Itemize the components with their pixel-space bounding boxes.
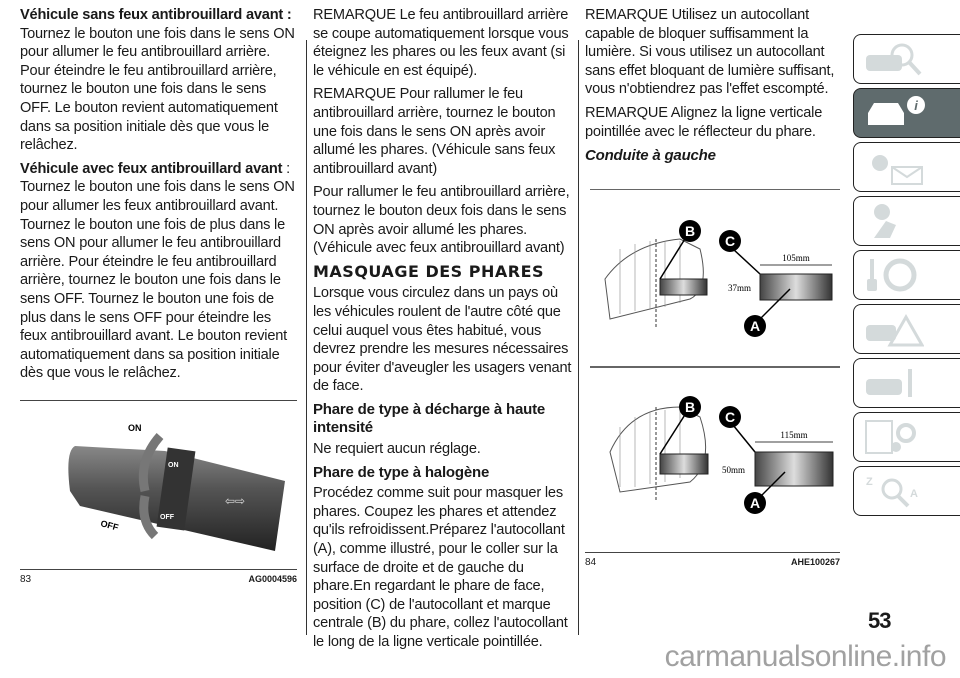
- off-label: OFF: [99, 518, 120, 533]
- tab-car-info[interactable]: [853, 88, 960, 138]
- figure-number: 84: [585, 557, 597, 568]
- tab-index[interactable]: [853, 466, 960, 516]
- car-info-icon: [864, 95, 934, 131]
- figure-bottom: [610, 396, 833, 514]
- list-gear-icon: [864, 419, 924, 455]
- car-search-icon: [864, 41, 924, 77]
- column-3: [585, 6, 843, 166]
- page-number: 53: [868, 608, 891, 633]
- column-1: [20, 6, 300, 388]
- paragraph: : Tournez le bouton une fois dans le sens ON pour allumer les feux antibrouillard avant. Tournez le bouton une fois de plus dans le sens ON pour allumer le feu antibrouillard arrière. Pour éteindre le feu antibrouillard arrière, tournez le bouton une fois dans le sens OFF. Tournez le bouton une fois de plus dans le sens OFF pour éteindre les feux antibrouillard avant. Le bouton revient automatiquement dans sa position initiale dès que vous le relâchez.: [20, 160, 295, 382]
- dimension-width: 115mm: [780, 430, 808, 440]
- tab-technical-data[interactable]: [853, 412, 960, 462]
- dimension-height: 37mm: [728, 283, 752, 293]
- headlamp-masking-figure: [590, 189, 840, 549]
- figure-top: [605, 220, 832, 337]
- heading: Conduite à gauche: [585, 147, 716, 165]
- paragraph: REMARQUE Utilisez un autocollant capable de bloquer suffisamment la lumière. Si vous utilisez un autocollant sans effet bloquant de lumière suffisant, vous n'obtiendrez pas l'effet escompté.: [585, 7, 835, 98]
- figure-number: 83: [20, 574, 32, 585]
- watermark: carmanualsonline.info: [664, 640, 946, 673]
- paragraph: Lorsque vous circulez dans un pays où les véhicules roulent de l'autre côté que celui auquel vous êtes habitué, vous devrez prendre les mesures nécessaires pour éviter d'aveugler les usagers venant de face.: [313, 285, 572, 395]
- paragraph: REMARQUE Le feu antibrouillard arrière se coupe automatiquement lorsque vous éteignez les phares ou les feux avant (si le véhicule en est équipé).: [313, 7, 569, 79]
- tab-car-search[interactable]: [853, 34, 960, 84]
- tab-lights-messages[interactable]: [853, 142, 960, 192]
- paragraph: Procédez comme suit pour masquer les phares. Coupez les phares et attendez qu'ils refroidissent.Préparez l'autocollant (A), comme illustré, pour le coller sur la surface de droite et de gauche du phare.En regardant le phare de face, position (C) de l'autocollant et marque centrale (B) du phare, collez l'autocollant le long de la ligne verticale pointillée.: [313, 485, 568, 650]
- car-warning-icon: [864, 311, 924, 347]
- switch-on-label: ON: [168, 462, 179, 469]
- tab-starting-driving[interactable]: [853, 250, 960, 300]
- paragraph: Pour rallumer le feu antibrouillard arrière, tournez le bouton deux fois dans le sens ON après avoir allumé les phares. (Véhicule avec feux antibrouillard avant): [313, 184, 570, 257]
- airbag-seat-icon: [864, 203, 924, 239]
- paragraph: Ne requiert aucun réglage.: [313, 441, 481, 458]
- column-divider: [578, 40, 579, 635]
- tab-maintenance[interactable]: [853, 358, 960, 408]
- column-divider: [306, 40, 307, 635]
- paragraph: REMARQUE Alignez la ligne verticale pointillée avec le réflecteur du phare.: [585, 104, 823, 140]
- figure-caption: [585, 552, 840, 568]
- heading: Phare de type à halogène: [313, 463, 490, 481]
- figure-83: [20, 400, 297, 533]
- figure-code: AHE100267: [790, 557, 840, 567]
- label-c: C: [724, 233, 736, 249]
- figure-caption: [20, 569, 297, 585]
- tab-safety[interactable]: [853, 196, 960, 246]
- label-c: C: [724, 409, 736, 425]
- switch-off-label: OFF: [160, 514, 174, 521]
- tab-emergency[interactable]: [853, 304, 960, 354]
- paragraph: REMARQUE Pour rallumer le feu antibrouillard arrière, tournez le bouton une fois dans le sens ON après avoir allumé les phares. (Véhicule sans feux antibrouillard avant): [313, 86, 556, 177]
- key-steering-icon: [864, 257, 924, 293]
- column-2: [313, 6, 575, 657]
- svg-text:A: A: [910, 488, 918, 500]
- light-message-icon: [864, 149, 924, 185]
- paragraph: Tournez le bouton une fois dans le sens ON pour allumer le feu antibrouillard arrière. Pour éteindre le feu antibrouillard arrière, tournez le bouton une fois dans le sens OFF. Le bouton revient automatiquement dans sa position initiale dès que vous le relâchez.: [20, 25, 295, 154]
- label-a: A: [749, 495, 761, 511]
- svg-text:Z: Z: [866, 476, 873, 488]
- section-title: MASQUAGE DES PHARES: [313, 261, 545, 281]
- dimension-width: 105mm: [782, 253, 810, 263]
- dimension-height: 50mm: [722, 465, 746, 475]
- turn-arrows-icon: ⇦⇨: [225, 494, 246, 508]
- car-wrench-icon: [864, 365, 924, 401]
- index-search-icon: [864, 473, 924, 509]
- label-b: B: [684, 223, 696, 239]
- heading: Véhicule avec feux antibrouillard avant: [20, 160, 283, 177]
- label-b: B: [684, 399, 696, 415]
- heading: Phare de type à décharge à haute intensité: [313, 400, 546, 437]
- on-label: ON: [128, 423, 142, 433]
- figure-code: AG0004596: [248, 574, 297, 584]
- chapter-tabs: [853, 34, 960, 520]
- svg-text:i: i: [914, 98, 918, 113]
- heading: Véhicule sans feux antibrouillard avant :: [20, 7, 292, 23]
- label-a: A: [749, 318, 761, 334]
- light-switch-illustration: [20, 400, 297, 568]
